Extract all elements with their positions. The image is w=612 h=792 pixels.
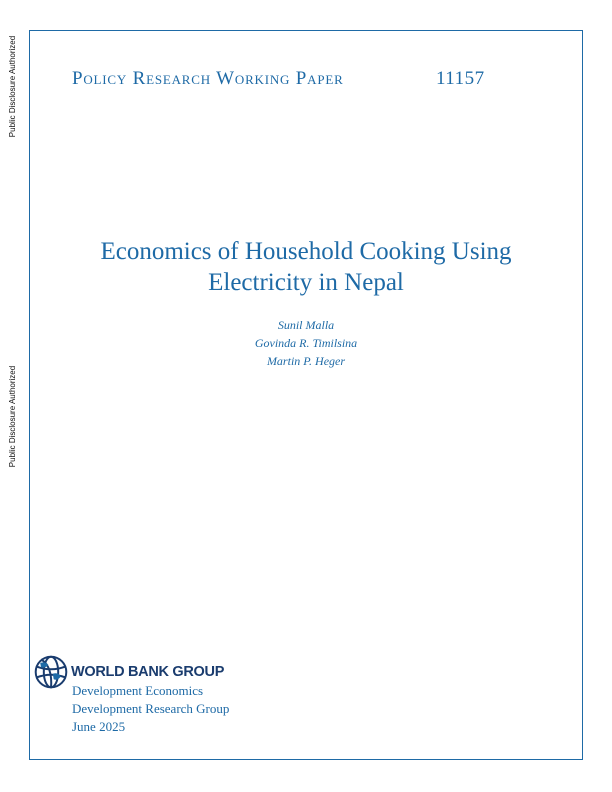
author-name: Sunil Malla bbox=[277, 318, 335, 332]
disclosure-label-bottom bbox=[7, 348, 19, 484]
publisher-department: Development Economics bbox=[72, 683, 204, 698]
globe-icon bbox=[33, 654, 69, 690]
disclosure-label-top bbox=[7, 18, 19, 154]
publication-date: June 2025 bbox=[72, 719, 126, 734]
disclosure-label-top-text: Public Disclosure Authorized bbox=[8, 35, 18, 137]
world-bank-group-wordmark: WORLD BANK GROUP bbox=[71, 664, 225, 680]
author-name: Govinda R. Timilsina bbox=[254, 336, 358, 350]
publisher-info bbox=[72, 682, 229, 736]
paper-title-line-1: Economics of Household Cooking Using bbox=[100, 238, 512, 265]
paper-title bbox=[40, 236, 572, 298]
author-name: Martin P. Heger bbox=[266, 354, 346, 368]
paper-number: 11157 bbox=[436, 68, 485, 89]
disclosure-label-bottom-text: Public Disclosure Authorized bbox=[8, 365, 18, 467]
cover-frame bbox=[29, 30, 583, 760]
series-name: Policy Research Working Paper bbox=[72, 68, 344, 89]
publisher-group: Development Research Group bbox=[72, 701, 230, 716]
author-list bbox=[40, 316, 572, 370]
paper-title-line-2: Electricity in Nepal bbox=[208, 269, 404, 296]
